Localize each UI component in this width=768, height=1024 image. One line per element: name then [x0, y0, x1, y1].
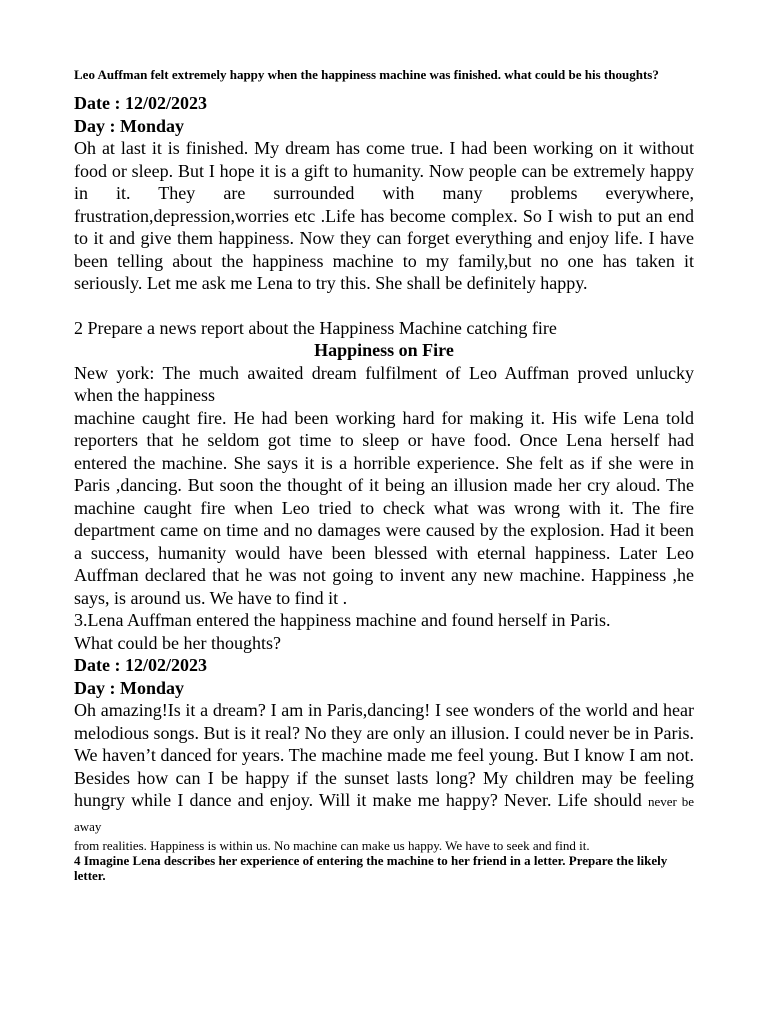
question-3-line-1: 3.Lena Auffman entered the happiness machine and found herself in Paris.: [74, 610, 611, 630]
document-page: [74, 66, 694, 883]
question-2: 2 Prepare a news report about the Happiness Machine catching fire: [74, 317, 557, 338]
question-1: Leo Auffman felt extremely happy when the happiness machine was finished. what could be his thoughts?: [74, 67, 659, 82]
entry-2-continuation: from realities. Happiness is within us. No machine can make us happy. We have to seek and find it.: [74, 838, 590, 853]
entry-1-day: Day : Monday: [74, 115, 185, 136]
entry-2-body-text: Oh amazing!Is it a dream? I am in Paris,dancing! I see wonders of the world and hear melodious songs. But is it real? No they are only an illusion. I could never be in Paris. We haven’t danced for years. The machine made me feel young. But I know I am not. Besides how can I be happy if the sunset lasts long? My children may be feeling hungry while I dance and enjoy. Will it make me happy? Never. Life should: [74, 700, 694, 810]
entry-2-date: Date : 12/02/2023: [74, 655, 207, 675]
news-headline: Happiness on Fire: [314, 340, 454, 360]
question-3-line-2: What could be her thoughts?: [74, 632, 281, 653]
entry-2-body: [74, 699, 694, 838]
question-4: 4 Imagine Lena describes her experience of entering the machine to her friend in a letter. Prepare the likely letter.: [74, 853, 668, 883]
news-first-line: New york: The much awaited dream fulfilment of Leo Auffman proved unlucky when the happiness: [74, 362, 694, 405]
entry-1-date: Date : 12/02/2023: [74, 93, 207, 113]
news-body: machine caught fire. He had been working hard for making it. His wife Lena told reporters that he seldom got time to sleep or have food. Once Lena herself had entered the machine. She says it is a horrible experience. She felt as if she were in Paris ,dancing. But soon the thought of it being an illusion made her cry aloud. The machine caught fire when Leo tried to check what was wrong with it. The fire department came on time and no damages were caused by the explosion. Had it been a success, humanity would have been blessed with eternal happiness. Later Leo Auffman declared that he was not going to invent any new machine. Happiness ,he says, is around us. We have to find it .: [74, 407, 694, 608]
entry-2-body-tail: never be away: [74, 794, 695, 834]
entry-2-day: Day : Monday: [74, 677, 185, 698]
paragraph-gap: [74, 295, 694, 317]
entry-1-body: Oh at last it is finished. My dream has come true. I had been working on it without food or sleep. But I hope it is a gift to humanity. Now people can be extremely happy in it. They are surrounded with many problems everywhere, frustration,depression,worries etc .Life has become complex. So I wish to put an end to it and give them happiness. Now they can forget everything and enjoy life. I have been telling about the happiness machine to my family,but no one has taken it seriously. Let me ask me Lena to try this. She shall be definitely happy.: [74, 138, 694, 293]
